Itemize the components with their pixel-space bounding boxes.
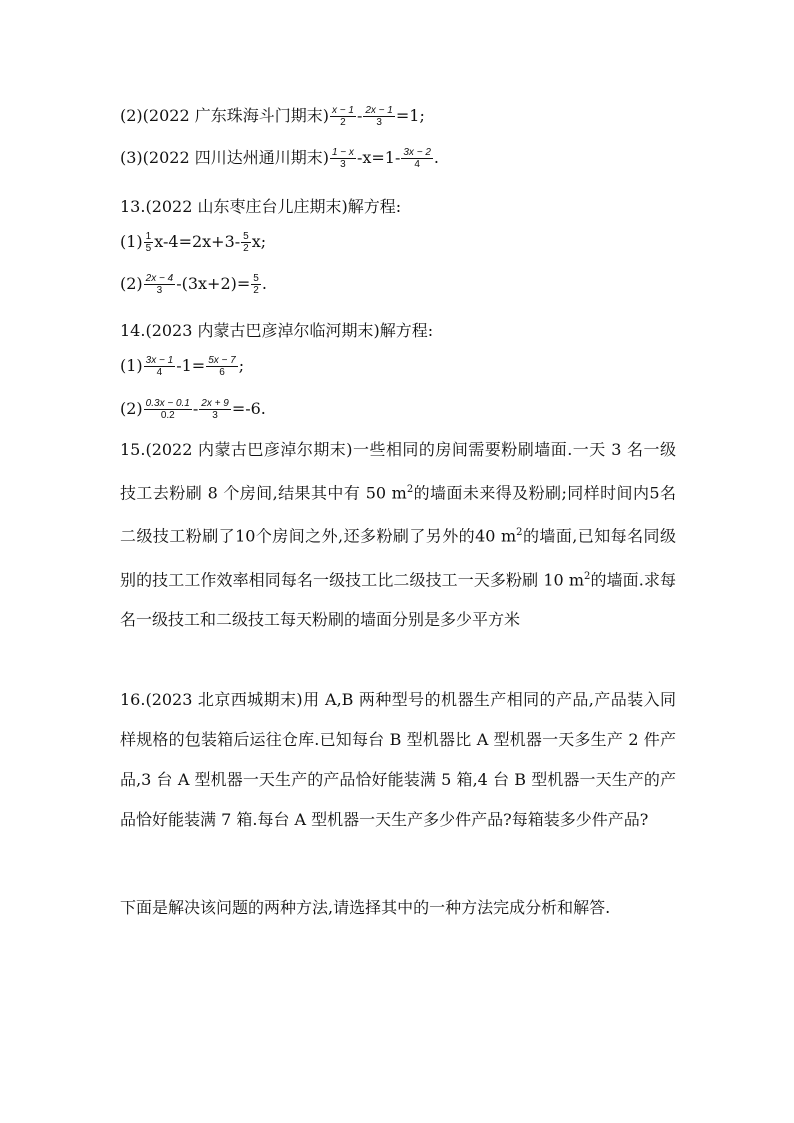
closing-text: 下面是解决该问题的两种方法,请选择其中的一种方法完成分析和解答. (120, 898, 611, 917)
equation-12-3: (3)(2022 四川达州通川期末) $\frac{1 - x}{3}$ -x=1- $\frac{3x - 2}{4}$ . (120, 147, 439, 170)
fraction: $\frac{x - 1}{2}$ (331, 105, 354, 128)
equation-14-2: (2) $\frac{0.3x - 0.1}{0.2}$ - $\frac{2x + 9}{3}$ =-6. (120, 398, 266, 421)
equation-14-1: (1) $\frac{3x - 1}{4}$ -1= $\frac{5x - 7}{6}$ ; (120, 355, 245, 378)
equation-12-2: (2)(2022 广东珠海斗门期末) $\frac{x - 1}{2}$ - $\frac{2x - 1}{3}$ =1; (120, 105, 425, 128)
problem-15-text: 15.(2022 内蒙古巴彦淖尔期末)一些相同的房间需要粉刷墙面.一天 3 名一级技工去粉刷 8 个房间,结果其中有 50 $m^2$的墙面未来得及粉刷;同样时间内5名二级技工粉刷了10个房间之外,还多粉刷了另外的40 $m^2$的墙面,已知每名同级别的技工工作效率相同每名一级技工比二级技工一天多粉刷 10 $m^2$的墙面.求每名一级技工和二级技工每天粉刷的墙面分别是多少平方米 (120, 440, 676, 629)
fraction: $\frac{5}{2}$ (243, 231, 249, 254)
label: (3)(2022 四川达州通川期末) (120, 148, 329, 167)
problem-13-title: 13.(2022 山东枣庄台儿庄期末)解方程: (120, 197, 402, 216)
fraction: $\frac{1}{5}$ (145, 231, 152, 254)
fraction: $\frac{1 - x}{3}$ (331, 147, 354, 170)
equation-13-1: (1) $\frac{1}{5}$ x-4=2x+3- $\frac{5}{2}$ x; (120, 231, 267, 254)
fraction: $\frac{2x - 1}{3}$ (365, 105, 393, 128)
equation-13-2: (2) $\frac{2x - 4}{3}$ -(3x+2)= $\frac{5}{2}$ . (120, 273, 267, 296)
fraction: $\frac{0.3x - 0.1}{0.2}$ (145, 398, 190, 421)
fraction: $\frac{3x - 1}{4}$ (145, 355, 174, 378)
problem-16-text: 16.(2023 北京西城期末)用 A,B 两种型号的机器生产相同的产品,产品装入同样规格的包装箱后运往仓库.已知每台 B 型机器比 A 型机器一天多生产 2 件产品,3 台 A 型机器一天生产的产品恰好能装满 5 箱,4 台 B 型机器一天生产的产品恰好能装满 7 箱.每台 A 型机器一天生产多少件产品?每箱装多少件产品? (120, 690, 676, 829)
fraction: $\frac{3x - 2}{4}$ (403, 147, 431, 170)
fraction: $\frac{2x + 9}{3}$ (201, 398, 229, 421)
fraction: $\frac{2x - 4}{3}$ (145, 273, 174, 296)
fraction: $\frac{5}{2}$ (253, 273, 259, 296)
problem-14-title: 14.(2023 内蒙古巴彦淖尔临河期末)解方程: (120, 321, 434, 340)
label: (2)(2022 广东珠海斗门期末) (120, 106, 329, 125)
fraction: $\frac{5x - 7}{6}$ (208, 355, 236, 378)
